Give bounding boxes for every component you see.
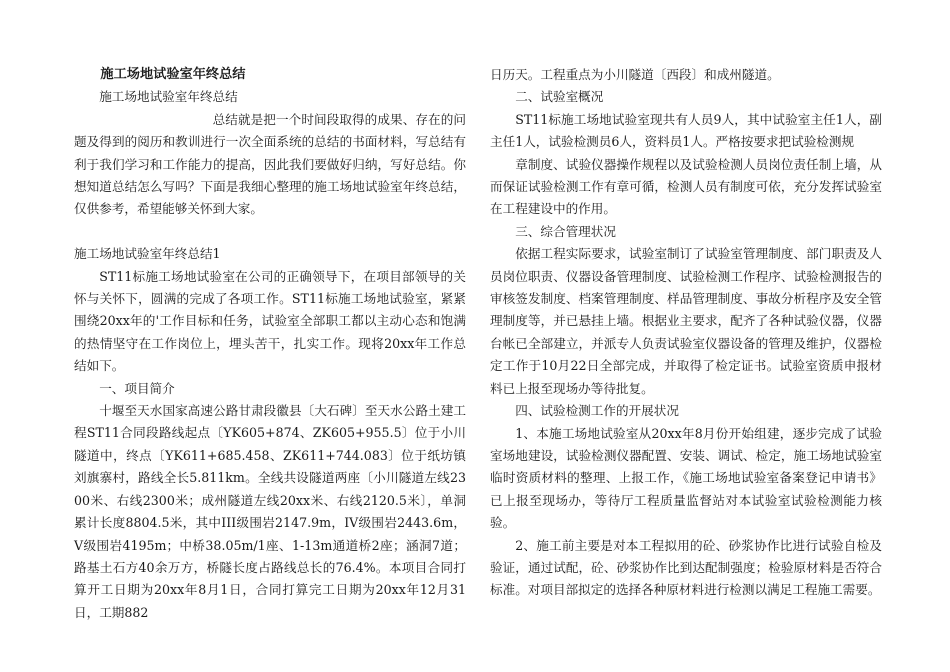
project-intro-paragraph: 十堰至天水国家高速公路甘肃段徽县〔大石碑〕至天水公路土建工程ST11合同段路线起点〔YK605+874、ZK605+955.5〕位于小川隧道中，终点〔YK611+685.458、ZK611+744.083〕位于纸坊镇刘旗寨村，路线全长5.811km。全线共设隧道两座〔小川隧道左线2300米、右线2300米；成州隧道左线20xx米、右线2120.5米〕，单洞累计长度8804.5米，其中III级围岩2147.9m，IV级围岩2443.6m，V级围岩4195m；中桥38.05m/1座、1-13m通道桥2座；涵洞7道；路基土石方40余万方，桥隧长度占路线总长的76.4%。本项目合同打算开工日期为20xx年8月1日，合同打算完工日期为20xx年12月31日，工期882 [74,403,466,620]
right-column [490,64,882,602]
management-paragraph: 依据工程实际要求，试验室制订了试验室管理制度、部门职责及人员岗位职责、仪器设备管理制度、试验检测工作程序、试验检测报告的审核签发制度、档案管理制度、样品管理制度、事故分析程序及安全管理制度等，并已悬挂上墙。根据业主要求，配齐了各种试验仪器，仪器台帐已全部建立，并派专人负责试验室仪器设备的管理及维护，仪器检定工作于10月22日全部完成，并取得了检定证书。试验室资质申报材料已上报至现场办等待批复。 [490,246,882,396]
heading-lab-overview: 二、试验室概况 [515,89,604,105]
project-intro-continuation: 日历天。工程重点为小川隧道〔西段〕和成州隧道。 [490,67,780,82]
paragraph-gap [74,221,466,243]
document-title: 施工场地试验室年终总结 [100,67,246,82]
intro-paragraph: 总结就是把一个时间段取得的成果、存在的问题及得到的阅历和教训进行一次全面系统的总结的书面材料，写总结有利于我们学习和工作能力的提高，因此我们要做好归纳，写好总结。你想知道总结怎么写吗？下面是我细心整理的施工场地试验室年终总结，仅供参考，希望能够关怀到大家。 [74,111,466,217]
work-paragraph-2: 2、施工前主要是对本工程拟用的砼、砂浆协作比进行试验自检及验证，通过试配，砼、砂浆协作比到达配制强度；检验原材料是否符合标准。对项目部拟定的选择各种原材料进行检测以满足工程施工需要。 [490,537,882,598]
heading-work-status: 四、试验检测工作的开展状况 [515,403,679,419]
section-paragraph: ST11标施工场地试验室在公司的正确领导下，在项目部领导的关怀与关怀下，圆满的完成了各项工作。ST11标施工场地试验室，紧紧围绕20xx年的'工作目标和任务，试验室全部职工都以主动心态和饱满的热情坚守在工作岗位上，埋头苦干，扎实工作。现将20xx年工作总结如下。 [74,268,466,374]
document-subtitle: 施工场地试验室年终总结 [99,89,238,105]
section-title: 施工场地试验室年终总结1 [74,246,221,262]
heading-management: 三、综合管理状况 [515,223,616,239]
lab-overview-paragraph-2: 章制度、试验仪器操作规程以及试验检测人员岗位责任制上墙，从而保证试验检测工作有章可循，检测人员有制度可依，充分发挥试验室在工程建设中的作用。 [490,156,882,217]
heading-project-intro: 一、项目简介 [99,380,175,396]
work-paragraph-1: 1、本施工场地试验室从20xx年8月份开始组建，逐步完成了试验室场地建设，试验检测仪器配置、安装、调试、检定，施工场地试验室临时资质材料的整理、上报工作，《施工场地试验室备案登记申请书》已上报至现场办，等待厅工程质量监督站对本试验室试验检测能力核验。 [490,425,882,531]
lab-overview-paragraph: ST11标施工场地试验室现共有人员9人，其中试验室主任1人，副主任1人，试验检测员6人，资料员1人。严格按要求把试验检测规 [490,111,882,150]
left-column [74,64,466,624]
